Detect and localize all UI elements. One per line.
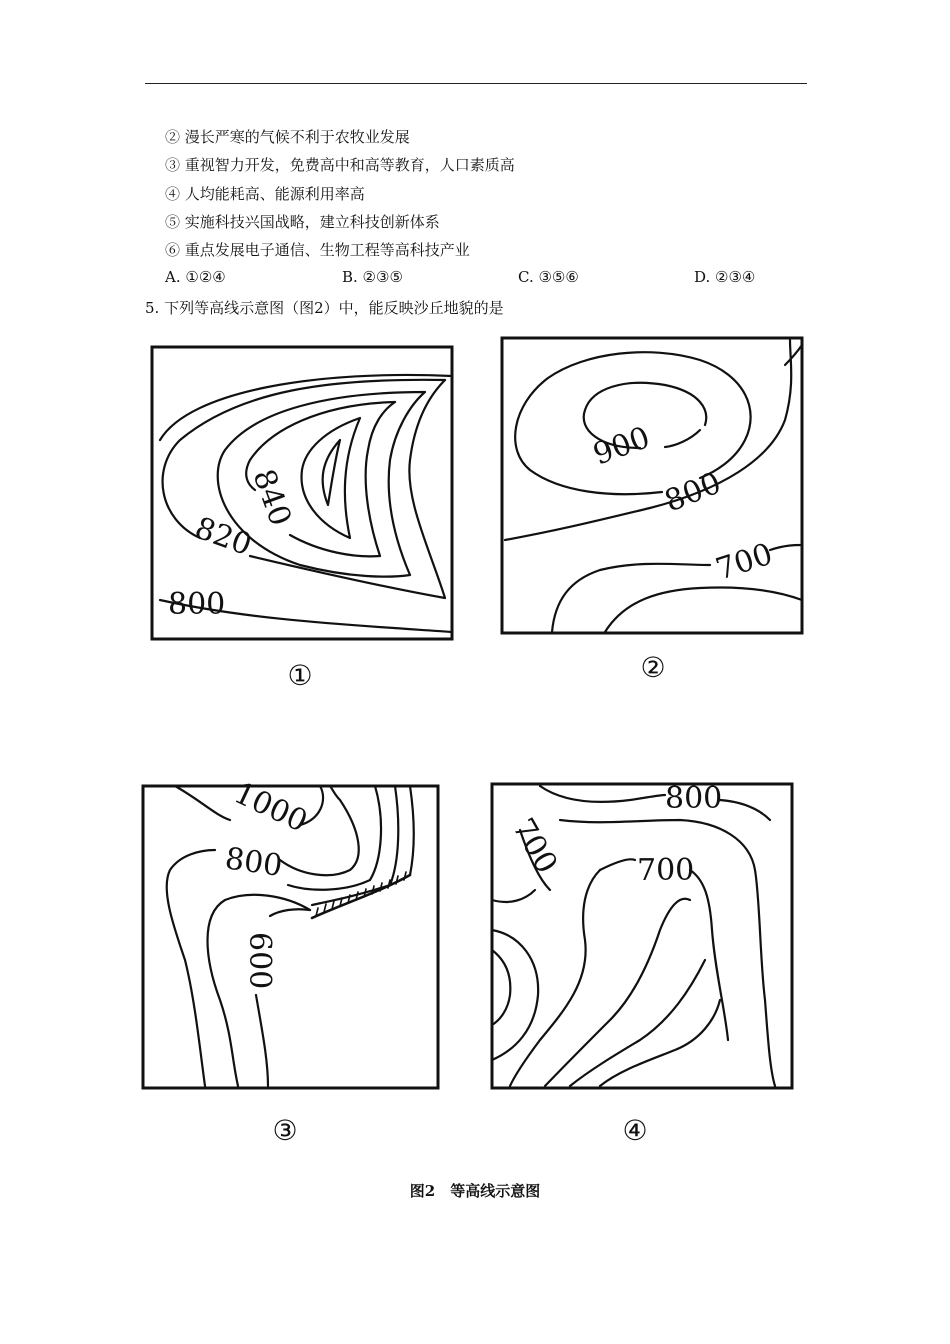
map-4-number: ④ bbox=[622, 1114, 648, 1147]
contour-map-3 bbox=[143, 776, 438, 1088]
contour-map-2 bbox=[502, 338, 802, 633]
option-a[interactable]: A. ①②④ bbox=[165, 268, 226, 286]
map-2-label-700: 700 bbox=[711, 536, 777, 588]
map-2-number: ② bbox=[640, 651, 666, 684]
map-1-number: ① bbox=[287, 659, 313, 692]
statement-5: ⑤ 实施科技兴国战略，建立科技创新体系 bbox=[165, 213, 440, 231]
map-2-label-900: 900 bbox=[588, 420, 655, 473]
option-c[interactable]: C. ③⑤⑥ bbox=[518, 268, 579, 286]
statement-3: ③ 重视智力开发，免费高中和高等教育，人口素质高 bbox=[165, 156, 515, 174]
option-d[interactable]: D. ②③④ bbox=[694, 268, 756, 286]
contour-map-1 bbox=[152, 347, 452, 639]
map-3-number: ③ bbox=[272, 1114, 298, 1147]
map-1-label-840: 840 bbox=[245, 464, 298, 531]
statement-6: ⑥ 重点发展电子通信、生物工程等高科技产业 bbox=[165, 241, 470, 259]
contour-map-4 bbox=[492, 781, 792, 1088]
map-3-label-800: 800 bbox=[222, 841, 285, 884]
map-3-label-600: 600 bbox=[242, 932, 277, 990]
figure-caption: 图2 等高线示意图 bbox=[409, 1182, 541, 1200]
cliff-hachure bbox=[312, 872, 410, 918]
map-3-label-1000: 1000 bbox=[228, 775, 313, 840]
option-b[interactable]: B. ②③⑤ bbox=[342, 268, 403, 286]
map-4-label-700: 700 bbox=[637, 853, 695, 888]
map-1-label-800: 800 bbox=[168, 587, 226, 622]
map-1-label-820: 820 bbox=[190, 510, 257, 564]
map-4-label-700-left: 700 bbox=[505, 812, 565, 880]
map-4-label-800: 800 bbox=[665, 781, 723, 816]
question-5: 5. 下列等高线示意图（图2）中，能反映沙丘地貌的是 bbox=[145, 299, 504, 317]
statement-4: ④ 人均能耗高、能源利用率高 bbox=[165, 185, 365, 203]
map-2-label-800: 800 bbox=[659, 465, 727, 520]
statement-2: ② 漫长严寒的气候不利于农牧业发展 bbox=[165, 128, 410, 146]
